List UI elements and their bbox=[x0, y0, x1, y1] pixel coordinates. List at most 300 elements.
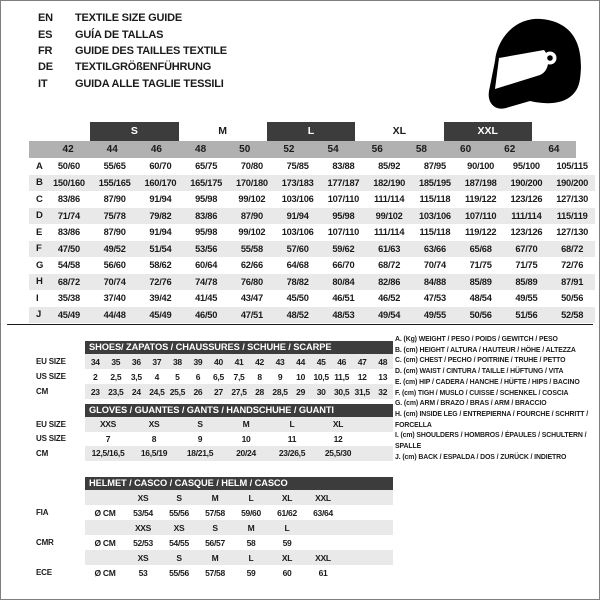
size-cell: 34 bbox=[90, 356, 100, 367]
measurement-cell: 75/78 bbox=[103, 210, 126, 221]
row-label: F bbox=[36, 243, 42, 255]
measurement-cell: 60/70 bbox=[149, 161, 172, 172]
legend-item: I. (cm) SHOULDERS / HOMBROS / ÉPAULES / SCHULTERN / SPALLE bbox=[395, 432, 587, 451]
measurement-cell: 59 bbox=[246, 567, 256, 578]
measurement-cell: 47/50 bbox=[57, 243, 80, 254]
measurement-cell: 63/66 bbox=[423, 243, 446, 254]
measurement-cell: 71/74 bbox=[57, 210, 80, 221]
row-label: H bbox=[36, 276, 43, 288]
size-cell: 48 bbox=[378, 356, 388, 367]
eu-size-54: 54 bbox=[327, 144, 339, 155]
size-cell: 7,5 bbox=[233, 371, 245, 382]
eu-size-50: 50 bbox=[239, 144, 251, 155]
measurement-cell: 58 bbox=[246, 537, 256, 548]
helmet-section-title: HELMET / CASCO / CASQUE / HELM / CASCO bbox=[85, 477, 393, 490]
row-label: US SIZE bbox=[36, 434, 66, 444]
measurement-cell: 190/200 bbox=[556, 177, 589, 188]
size-cell: XS bbox=[137, 552, 149, 563]
eu-size-56: 56 bbox=[371, 144, 383, 155]
row-label-spacer bbox=[29, 550, 85, 565]
size-row-us-size bbox=[29, 369, 393, 384]
language-row-it bbox=[38, 76, 227, 92]
measurement-cell: 160/170 bbox=[144, 177, 177, 188]
measurement-cell: 83/86 bbox=[195, 210, 218, 221]
eu-size-62: 62 bbox=[504, 144, 516, 155]
measurement-cell: 91/94 bbox=[149, 194, 172, 205]
size-cell: 9 bbox=[197, 433, 203, 444]
legend-item: E. (cm) HIP / CADERA / HANCHE / HÜFTE / HIPS / BACINO bbox=[395, 378, 580, 386]
size-cell: 32 bbox=[378, 386, 388, 397]
measurement-cell: 35/38 bbox=[57, 293, 80, 304]
measurement-cell: 53/56 bbox=[195, 243, 218, 254]
measurement-cell: 87/90 bbox=[103, 227, 126, 238]
size-cell: XL bbox=[332, 419, 344, 430]
textile-table bbox=[29, 122, 595, 323]
measurement-cell: 177/187 bbox=[327, 177, 360, 188]
measurement-cell: 115/119 bbox=[556, 210, 588, 221]
measurement-cell: 47/51 bbox=[240, 309, 263, 320]
measurement-cell: 48/54 bbox=[469, 293, 492, 304]
measurement-cell: 70/74 bbox=[423, 260, 446, 271]
measurement-cell: 72/76 bbox=[561, 260, 584, 271]
row-label: I bbox=[36, 292, 39, 304]
measurement-cell: 87/95 bbox=[423, 161, 446, 172]
measurement-cell: 65/68 bbox=[469, 243, 492, 254]
measurement-cell: 71/75 bbox=[515, 260, 538, 271]
measurement-cell: 82/86 bbox=[378, 276, 401, 287]
size-cell: XS bbox=[173, 522, 185, 533]
measurement-cell: 64/68 bbox=[286, 260, 309, 271]
size-cell: 31,5 bbox=[354, 386, 370, 397]
measurement-cell: 70/74 bbox=[103, 276, 126, 287]
size-row-eu-size bbox=[29, 417, 393, 432]
measurement-cell: 45/50 bbox=[286, 293, 309, 304]
language-row-en bbox=[38, 10, 227, 26]
measurement-cell: 47/53 bbox=[423, 293, 446, 304]
size-cell: 18/21,5 bbox=[186, 448, 214, 459]
helmet-table bbox=[29, 477, 393, 580]
measurement-cell: 83/88 bbox=[332, 161, 355, 172]
eu-size-42: 42 bbox=[62, 144, 74, 155]
measurement-cell: 75/85 bbox=[286, 161, 309, 172]
unit-label: Ø CM bbox=[94, 567, 116, 578]
size-group-l: L bbox=[267, 122, 355, 141]
textile-row-f bbox=[29, 241, 595, 258]
size-cell: L bbox=[248, 492, 254, 503]
row-label: G bbox=[36, 259, 44, 271]
size-cell: L bbox=[284, 522, 290, 533]
measurement-cell: 43/47 bbox=[240, 293, 263, 304]
size-cell: XS bbox=[137, 492, 149, 503]
size-cell: 24,5 bbox=[149, 386, 165, 397]
textile-eu-size-row bbox=[29, 141, 576, 158]
language-title-list bbox=[38, 10, 227, 92]
row-label: B bbox=[36, 177, 43, 189]
size-cell: 6 bbox=[195, 371, 201, 382]
size-cell: 30 bbox=[316, 386, 326, 397]
measurement-cell: 46/51 bbox=[332, 293, 355, 304]
measurement-cell: 173/183 bbox=[281, 177, 314, 188]
measurement-cell: 66/70 bbox=[332, 260, 355, 271]
measurement-cell: 99/102 bbox=[238, 194, 266, 205]
measurement-cell: 59 bbox=[282, 537, 292, 548]
size-cell: 29 bbox=[296, 386, 306, 397]
measurement-cell: 68/72 bbox=[57, 276, 80, 287]
size-cell: 44 bbox=[296, 356, 306, 367]
size-group-xxl: XXL bbox=[444, 122, 532, 141]
row-values bbox=[85, 354, 393, 369]
row-label: EU SIZE bbox=[36, 419, 66, 429]
standard-label: ECE bbox=[36, 568, 52, 577]
size-cell: 41 bbox=[234, 356, 244, 367]
size-cell: L bbox=[289, 419, 295, 430]
measurement-cell: 72/76 bbox=[149, 276, 172, 287]
measurement-cell: 39/42 bbox=[149, 293, 172, 304]
measurement-cell: 61/62 bbox=[277, 507, 297, 518]
size-cell: L bbox=[248, 552, 254, 563]
legend-item: C. (cm) CHEST / PECHO / POITRINE / TRUHE / PETTO bbox=[395, 357, 566, 365]
measurement-cell: 68/72 bbox=[378, 260, 401, 271]
shoes-section-title: SHOES/ ZAPATOS / CHAUSSURES / SCHUHE / SCARPE bbox=[85, 341, 393, 354]
size-group-s: S bbox=[90, 122, 178, 141]
row-sizes bbox=[85, 520, 393, 535]
measurement-cell: 83/86 bbox=[57, 194, 80, 205]
size-row-cm bbox=[29, 384, 393, 399]
size-cell: 38 bbox=[172, 356, 182, 367]
measurement-cell: 68/72 bbox=[561, 243, 584, 254]
size-cell: 10 bbox=[241, 433, 251, 444]
measurement-cell: 48/53 bbox=[332, 309, 355, 320]
measurement-cell: 95/98 bbox=[195, 227, 218, 238]
measurement-cell: 127/130 bbox=[556, 227, 589, 238]
measurement-cell: 111/114 bbox=[373, 194, 405, 205]
textile-row-d bbox=[29, 208, 595, 225]
helmet-value-row-ece bbox=[29, 565, 393, 580]
measurement-cell: 107/110 bbox=[464, 210, 497, 221]
size-cell: 12,5/16,5 bbox=[91, 448, 125, 459]
unit-label: Ø CM bbox=[94, 507, 116, 518]
measurement-cell: 46/50 bbox=[195, 309, 218, 320]
measurement-cell: 60/64 bbox=[195, 260, 218, 271]
measurement-cell: 115/118 bbox=[419, 227, 451, 238]
measurement-cell: 45/49 bbox=[149, 309, 172, 320]
size-cell: M bbox=[211, 492, 219, 503]
textile-row-j bbox=[29, 307, 595, 324]
size-cell: XL bbox=[281, 492, 293, 503]
size-cell: 40 bbox=[214, 356, 223, 367]
size-group-m: M bbox=[218, 125, 228, 137]
measurement-cell: 170/180 bbox=[235, 177, 268, 188]
divider-line bbox=[7, 324, 593, 325]
helmet-size-row-fia bbox=[29, 490, 393, 505]
size-cell: XXL bbox=[315, 552, 331, 563]
helmet-value-row-fia bbox=[29, 505, 393, 520]
unit-label: Ø CM bbox=[94, 537, 116, 548]
size-cell: 28 bbox=[255, 386, 264, 397]
language-title: TEXTILGRÖßENFÜHRUNG bbox=[75, 61, 212, 74]
size-cell: 11,5 bbox=[334, 371, 350, 382]
row-label: CM bbox=[36, 448, 49, 458]
size-cell: 16,5/19 bbox=[140, 448, 168, 459]
helmet-icon bbox=[484, 13, 584, 113]
measurement-cell: 54/58 bbox=[57, 260, 80, 271]
size-cell: 47 bbox=[357, 356, 367, 367]
measurement-cell: 95/100 bbox=[512, 161, 540, 172]
measurement-cell: 105/115 bbox=[556, 161, 588, 172]
size-cell: 35 bbox=[111, 356, 121, 367]
measurement-cell: 53 bbox=[138, 567, 148, 578]
size-cell: 4 bbox=[154, 371, 160, 382]
measurement-cell: 155/165 bbox=[98, 177, 131, 188]
eu-size-60: 60 bbox=[460, 144, 472, 155]
eu-size-52: 52 bbox=[283, 144, 295, 155]
size-cell: 23/26,5 bbox=[278, 448, 306, 459]
measurement-cell: 99/102 bbox=[238, 227, 266, 238]
measurement-cell: 78/82 bbox=[286, 276, 309, 287]
row-label: D bbox=[36, 210, 43, 222]
eu-size-64: 64 bbox=[548, 144, 560, 155]
row-values bbox=[85, 565, 393, 580]
gloves-table bbox=[29, 404, 393, 461]
language-title: GUIDA ALLE TAGLIE TESSILI bbox=[75, 77, 224, 90]
language-row-de bbox=[38, 59, 227, 75]
size-cell: 10 bbox=[296, 371, 306, 382]
language-row-fr bbox=[38, 43, 227, 59]
measurement-cell: 61/63 bbox=[378, 243, 401, 254]
measurement-legend bbox=[395, 335, 595, 463]
measurement-cell: 50/56 bbox=[469, 309, 492, 320]
measurement-cell: 99/102 bbox=[375, 210, 403, 221]
size-cell: XXS bbox=[99, 419, 117, 430]
row-values bbox=[85, 417, 393, 432]
size-cell: 25,5 bbox=[169, 386, 186, 397]
measurement-cell: 60 bbox=[282, 567, 292, 578]
shoes-rows bbox=[29, 354, 393, 399]
measurement-cell: 57/58 bbox=[205, 567, 225, 578]
measurement-cell: 58/62 bbox=[149, 260, 172, 271]
size-cell: 9 bbox=[277, 371, 283, 382]
measurement-cell: 56/60 bbox=[103, 260, 126, 271]
size-cell: 23,5 bbox=[108, 386, 124, 397]
language-title: GUÍA DE TALLAS bbox=[75, 28, 164, 41]
measurement-cell: 74/78 bbox=[195, 276, 218, 287]
measurement-cell: 182/190 bbox=[373, 177, 406, 188]
legend-item: B. (cm) HEIGHT / ALTURA / HAUTEUR / HÖHE / ALTEZZA bbox=[395, 346, 576, 354]
size-cell: XXL bbox=[315, 492, 331, 503]
measurement-cell: 59/60 bbox=[241, 507, 261, 518]
size-cell: 6,5 bbox=[212, 371, 224, 382]
size-cell: 37 bbox=[152, 356, 162, 367]
measurement-cell: 50/56 bbox=[561, 293, 584, 304]
textile-row-i bbox=[29, 290, 595, 307]
measurement-cell: 44/48 bbox=[103, 309, 126, 320]
measurement-cell: 107/110 bbox=[327, 227, 360, 238]
measurement-cell: 91/94 bbox=[286, 210, 309, 221]
size-cell: 36 bbox=[131, 356, 141, 367]
measurement-cell: 76/80 bbox=[240, 276, 263, 287]
measurement-cell: 150/160 bbox=[52, 177, 85, 188]
row-label-spacer bbox=[29, 490, 85, 505]
size-cell: 27 bbox=[214, 386, 223, 397]
legend-item: J. (cm) BACK / ESPALDA / DOS / ZURÜCK / INDIETRO bbox=[395, 453, 567, 461]
size-group-xl: XL bbox=[392, 125, 407, 137]
measurement-cell: 57/60 bbox=[286, 243, 309, 254]
measurement-cell: 49/55 bbox=[423, 309, 446, 320]
measurement-cell: 87/90 bbox=[103, 194, 126, 205]
row-label: CM bbox=[36, 387, 49, 396]
language-code: FR bbox=[38, 44, 53, 57]
legend-item: F. (cm) TIGH / MUSLO / CUISSE / SCHENKEL / COSCIA bbox=[395, 389, 569, 397]
measurement-cell: 111/114 bbox=[373, 227, 405, 238]
measurement-cell: 123/126 bbox=[510, 194, 543, 205]
gloves-rows bbox=[29, 417, 393, 461]
helmet-size-row-ece bbox=[29, 550, 393, 565]
measurement-cell: 49/55 bbox=[515, 293, 538, 304]
textile-group-row bbox=[29, 122, 576, 141]
measurement-cell: 84/88 bbox=[423, 276, 446, 287]
language-title: GUIDE DES TAILLES TEXTILE bbox=[75, 44, 227, 57]
measurement-cell: 51/54 bbox=[149, 243, 172, 254]
row-values bbox=[85, 446, 393, 461]
row-sizes bbox=[85, 490, 393, 505]
measurement-cell: 190/200 bbox=[510, 177, 543, 188]
measurement-cell: 71/75 bbox=[469, 260, 492, 271]
size-cell: S bbox=[176, 492, 182, 503]
size-cell: 2 bbox=[93, 371, 98, 382]
measurement-cell: 103/106 bbox=[281, 194, 314, 205]
language-title: TEXTILE SIZE GUIDE bbox=[75, 12, 183, 25]
measurement-cell: 95/98 bbox=[332, 210, 355, 221]
measurement-cell: 52/53 bbox=[133, 537, 153, 548]
measurement-cell: 49/52 bbox=[103, 243, 126, 254]
legend-item: G. (cm) ARM / BRAZO / BRAS / ARM / BRACCIO bbox=[395, 400, 547, 408]
size-row-us-size bbox=[29, 432, 393, 447]
measurement-cell: 119/122 bbox=[464, 227, 497, 238]
measurement-cell: 103/106 bbox=[418, 210, 451, 221]
measurement-cell: 70/80 bbox=[240, 161, 263, 172]
measurement-cell: 37/40 bbox=[103, 293, 126, 304]
measurement-cell: 85/89 bbox=[469, 276, 492, 287]
measurement-cell: 56/57 bbox=[205, 537, 225, 548]
measurement-cell: 87/91 bbox=[561, 276, 584, 287]
measurement-cell: 83/86 bbox=[57, 227, 80, 238]
measurement-cell: 127/130 bbox=[556, 194, 589, 205]
size-row-cm bbox=[29, 446, 393, 461]
measurement-cell: 48/52 bbox=[286, 309, 309, 320]
textile-row-a bbox=[29, 158, 595, 175]
legend-item: D. (cm) WAIST / CINTURA / TAILLE / HÜFTUNG / VITA bbox=[395, 368, 564, 376]
size-cell: 39 bbox=[193, 356, 203, 367]
size-cell: 13 bbox=[378, 371, 388, 382]
size-cell: M bbox=[242, 419, 250, 430]
row-sizes bbox=[85, 550, 393, 565]
textile-row-b bbox=[29, 175, 595, 192]
measurement-cell: 103/106 bbox=[281, 227, 314, 238]
size-cell: XS bbox=[148, 419, 160, 430]
size-cell: S bbox=[176, 552, 182, 563]
measurement-cell: 55/65 bbox=[103, 161, 126, 172]
measurement-cell: 115/118 bbox=[419, 194, 451, 205]
row-values bbox=[85, 432, 393, 447]
language-code: EN bbox=[38, 12, 53, 25]
row-label: EU SIZE bbox=[36, 357, 66, 366]
measurement-cell: 55/56 bbox=[169, 567, 189, 578]
row-label: J bbox=[36, 309, 42, 321]
eu-size-46: 46 bbox=[150, 144, 162, 155]
size-cell: 30,5 bbox=[333, 386, 350, 397]
size-row-eu-size bbox=[29, 354, 393, 369]
row-values bbox=[85, 535, 393, 550]
measurement-cell: 65/75 bbox=[195, 161, 218, 172]
measurement-cell: 95/98 bbox=[195, 194, 218, 205]
measurement-cell: 165/175 bbox=[190, 177, 223, 188]
size-cell: S bbox=[197, 419, 203, 430]
size-cell: 45 bbox=[316, 356, 326, 367]
size-cell: M bbox=[211, 552, 219, 563]
measurement-cell: 52/58 bbox=[561, 309, 584, 320]
measurement-cell: 85/89 bbox=[515, 276, 538, 287]
standard-label: FIA bbox=[36, 508, 49, 517]
measurement-cell: 111/114 bbox=[511, 210, 542, 221]
size-cell: M bbox=[247, 522, 255, 533]
size-cell: 26 bbox=[193, 386, 203, 397]
measurement-cell: 85/92 bbox=[378, 161, 401, 172]
measurement-cell: 67/70 bbox=[515, 243, 538, 254]
size-cell: 10,5 bbox=[313, 371, 329, 382]
textile-row-h bbox=[29, 274, 595, 291]
textile-row-g bbox=[29, 257, 595, 274]
helmet-size-row-cmr bbox=[29, 520, 393, 535]
row-label-spacer bbox=[29, 520, 85, 535]
measurement-cell: 49/54 bbox=[378, 309, 401, 320]
size-cell: 8 bbox=[151, 433, 157, 444]
measurement-cell: 80/84 bbox=[332, 276, 355, 287]
size-cell: 46 bbox=[337, 356, 347, 367]
row-label: C bbox=[36, 193, 43, 205]
eu-size-48: 48 bbox=[195, 144, 207, 155]
language-code: IT bbox=[38, 77, 48, 90]
measurement-cell: 50/60 bbox=[57, 161, 80, 172]
measurement-cell: 62/66 bbox=[240, 260, 263, 271]
measurement-cell: 107/110 bbox=[327, 194, 360, 205]
row-values bbox=[85, 369, 393, 384]
size-cell: XL bbox=[281, 552, 293, 563]
size-cell: 25,5/30 bbox=[324, 448, 352, 459]
size-cell: 3,5 bbox=[130, 371, 142, 382]
size-cell: 12 bbox=[357, 371, 367, 382]
row-label: A bbox=[36, 160, 43, 172]
measurement-cell: 54/55 bbox=[169, 537, 189, 548]
size-cell: S bbox=[212, 522, 218, 533]
measurement-cell: 187/198 bbox=[464, 177, 497, 188]
standard-label: CMR bbox=[36, 538, 54, 547]
measurement-cell: 55/56 bbox=[169, 507, 189, 518]
size-cell: 5 bbox=[175, 371, 180, 382]
measurement-cell: 123/126 bbox=[510, 227, 543, 238]
row-values bbox=[85, 384, 393, 399]
measurement-cell: 55/58 bbox=[240, 243, 263, 254]
measurement-cell: 46/52 bbox=[378, 293, 401, 304]
legend-item: H. (cm) INSIDE LEG / ENTREPIERNA / FOURCHE / SCHRITT / FORCELLA bbox=[395, 410, 589, 429]
textile-row-e bbox=[29, 224, 595, 241]
measurement-cell: 59/62 bbox=[332, 243, 355, 254]
measurement-cell: 185/195 bbox=[418, 177, 451, 188]
eu-size-44: 44 bbox=[106, 144, 118, 155]
size-cell: 7 bbox=[105, 433, 111, 444]
measurement-cell: 61 bbox=[318, 567, 328, 578]
textile-row-c bbox=[29, 191, 595, 208]
legend-item: A. (Kg) WEIGHT / PESO / POIDS / GEWITCH / PESO bbox=[395, 336, 558, 343]
